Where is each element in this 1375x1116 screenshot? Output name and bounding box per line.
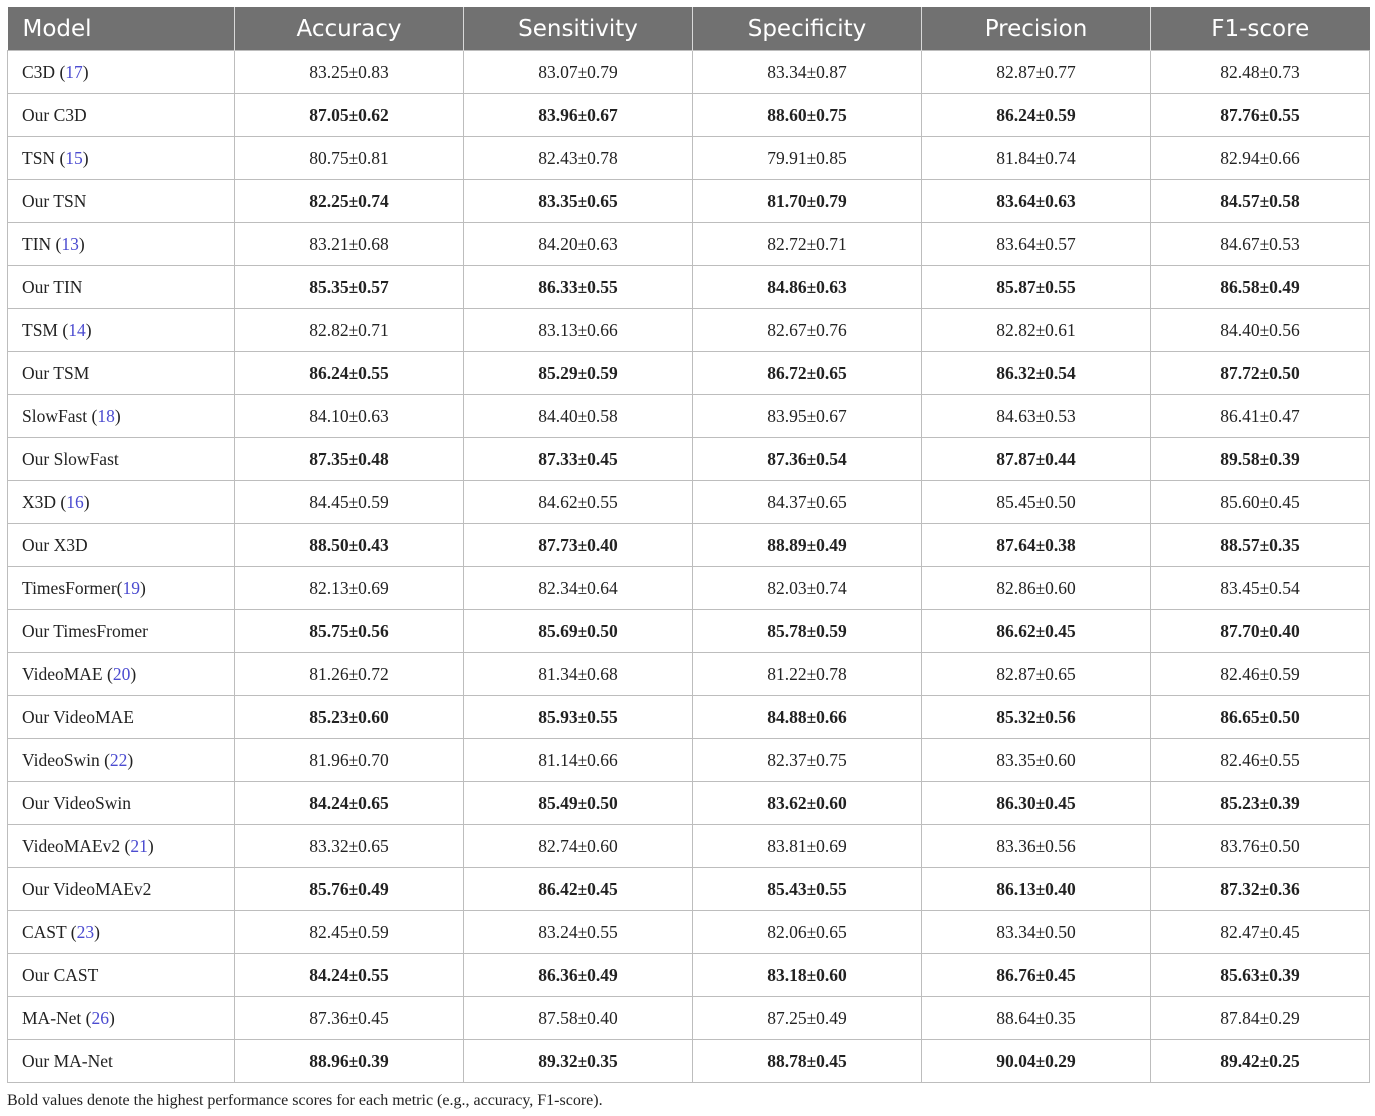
ref-open-paren: ( [116,577,123,598]
header-specificity: Specificity [693,7,922,51]
model-name: TimesFormer [22,577,117,598]
model-name-cell [8,137,235,180]
model-name-cell [8,395,235,438]
citation-link[interactable]: 16 [66,491,84,512]
model-name-cell [8,481,235,524]
f1-score-cell: 87.84±0.29 [1151,997,1370,1040]
f1-score-cell: 86.41±0.47 [1151,395,1370,438]
accuracy-cell: 81.96±0.70 [235,739,464,782]
accuracy-cell: 81.26±0.72 [235,653,464,696]
model-name: Our VideoMAEv2 [22,878,152,899]
model-name: Our TSN [22,190,87,211]
model-name: TIN [22,233,52,254]
sensitivity-cell: 85.93±0.55 [464,696,693,739]
accuracy-cell: 87.35±0.48 [235,438,464,481]
specificity-cell: 88.89±0.49 [693,524,922,567]
model-name: VideoSwin [22,749,100,770]
sensitivity-cell: 84.62±0.55 [464,481,693,524]
accuracy-cell: 82.82±0.71 [235,309,464,352]
model-name: MA-Net [22,1007,82,1028]
specificity-cell: 84.86±0.63 [693,266,922,309]
specificity-cell: 83.18±0.60 [693,954,922,997]
accuracy-cell: 85.75±0.56 [235,610,464,653]
ref-close-paren: ) [114,405,121,426]
ref-open-paren: ( [120,835,131,856]
table-row [8,223,1370,266]
f1-score-cell: 85.60±0.45 [1151,481,1370,524]
table-row [8,524,1370,567]
precision-cell: 90.04±0.29 [922,1040,1151,1083]
model-name-cell [8,266,235,309]
table-header [8,7,1370,51]
table-row [8,438,1370,481]
specificity-cell: 81.22±0.78 [693,653,922,696]
model-name-cell [8,180,235,223]
sensitivity-cell: 83.35±0.65 [464,180,693,223]
specificity-cell: 83.62±0.60 [693,782,922,825]
table-row [8,610,1370,653]
model-name: SlowFast [22,405,88,426]
specificity-cell: 82.72±0.71 [693,223,922,266]
model-name-cell [8,94,235,137]
ref-open-paren: ( [102,663,113,684]
specificity-cell: 82.03±0.74 [693,567,922,610]
specificity-cell: 88.60±0.75 [693,94,922,137]
ref-close-paren: ) [139,577,146,598]
citation-link[interactable]: 18 [97,405,115,426]
ref-open-paren: ( [56,491,67,512]
model-name-cell [8,309,235,352]
accuracy-cell: 88.96±0.39 [235,1040,464,1083]
accuracy-cell: 84.24±0.65 [235,782,464,825]
accuracy-cell: 88.50±0.43 [235,524,464,567]
accuracy-cell: 82.25±0.74 [235,180,464,223]
model-name-cell [8,954,235,997]
ref-open-paren: ( [99,749,110,770]
accuracy-cell: 80.75±0.81 [235,137,464,180]
precision-cell: 86.76±0.45 [922,954,1151,997]
specificity-cell: 79.91±0.85 [693,137,922,180]
specificity-cell: 86.72±0.65 [693,352,922,395]
ref-close-paren: ) [85,319,92,340]
sensitivity-cell: 89.32±0.35 [464,1040,693,1083]
accuracy-cell: 84.10±0.63 [235,395,464,438]
f1-score-cell: 86.65±0.50 [1151,696,1370,739]
ref-open-paren: ( [51,233,62,254]
f1-score-cell: 87.72±0.50 [1151,352,1370,395]
table-row [8,51,1370,94]
sensitivity-cell: 83.24±0.55 [464,911,693,954]
f1-score-cell: 89.58±0.39 [1151,438,1370,481]
precision-cell: 83.35±0.60 [922,739,1151,782]
specificity-cell: 85.78±0.59 [693,610,922,653]
accuracy-cell: 85.76±0.49 [235,868,464,911]
model-name: Our VideoSwin [22,792,131,813]
precision-cell: 82.87±0.77 [922,51,1151,94]
ref-close-paren: ) [130,663,137,684]
table-row [8,309,1370,352]
sensitivity-cell: 86.42±0.45 [464,868,693,911]
specificity-cell: 83.34±0.87 [693,51,922,94]
table-row [8,653,1370,696]
accuracy-cell: 82.45±0.59 [235,911,464,954]
sensitivity-cell: 85.29±0.59 [464,352,693,395]
header-sensitivity: Sensitivity [464,7,693,51]
model-name: Our VideoMAE [22,706,134,727]
model-name-cell [8,524,235,567]
model-name-cell [8,438,235,481]
citation-link[interactable]: 22 [109,749,128,770]
f1-score-cell: 82.48±0.73 [1151,51,1370,94]
table-row [8,825,1370,868]
model-name: X3D [22,491,57,512]
sensitivity-cell: 87.73±0.40 [464,524,693,567]
model-name: VideoMAE [22,663,103,684]
ref-close-paren: ) [83,491,90,512]
precision-cell: 81.84±0.74 [922,137,1151,180]
model-name: Our MA-Net [22,1050,113,1071]
precision-cell: 86.13±0.40 [922,868,1151,911]
model-name-cell [8,868,235,911]
sensitivity-cell: 84.20±0.63 [464,223,693,266]
precision-cell: 86.62±0.45 [922,610,1151,653]
table-row [8,180,1370,223]
accuracy-cell: 85.35±0.57 [235,266,464,309]
sensitivity-cell: 83.96±0.67 [464,94,693,137]
precision-cell: 86.30±0.45 [922,782,1151,825]
accuracy-cell: 85.23±0.60 [235,696,464,739]
specificity-cell: 81.70±0.79 [693,180,922,223]
model-name-cell [8,997,235,1040]
model-name: CAST [22,921,67,942]
model-name-cell [8,610,235,653]
specificity-cell: 87.36±0.54 [693,438,922,481]
ref-open-paren: ( [66,921,77,942]
table-row [8,997,1370,1040]
precision-cell: 86.32±0.54 [922,352,1151,395]
citation-link[interactable]: 23 [76,921,95,942]
header-f1-score: F1-score [1151,7,1370,51]
results-table-container [7,7,1369,1083]
specificity-cell: 87.25±0.49 [693,997,922,1040]
model-name: C3D [22,61,56,82]
model-name-cell [8,567,235,610]
ref-close-paren: ) [94,921,100,942]
f1-score-cell: 82.46±0.55 [1151,739,1370,782]
citation-link[interactable]: 26 [91,1007,109,1028]
model-name-cell [8,223,235,266]
header-model: Model [8,7,235,51]
f1-score-cell: 88.57±0.35 [1151,524,1370,567]
f1-score-cell: 87.32±0.36 [1151,868,1370,911]
sensitivity-cell: 87.58±0.40 [464,997,693,1040]
f1-score-cell: 85.23±0.39 [1151,782,1370,825]
f1-score-cell: 89.42±0.25 [1151,1040,1370,1083]
sensitivity-cell: 86.33±0.55 [464,266,693,309]
f1-score-cell: 83.45±0.54 [1151,567,1370,610]
model-name-cell [8,825,235,868]
sensitivity-cell: 82.34±0.64 [464,567,693,610]
accuracy-cell: 87.05±0.62 [235,94,464,137]
precision-cell: 84.63±0.53 [922,395,1151,438]
model-name: Our CAST [22,964,99,985]
specificity-cell: 83.95±0.67 [693,395,922,438]
ref-open-paren: ( [87,405,98,426]
precision-cell: 82.82±0.61 [922,309,1151,352]
accuracy-cell: 86.24±0.55 [235,352,464,395]
ref-close-paren: ) [109,1007,115,1028]
header-precision: Precision [922,7,1151,51]
table-footnote: Bold values denote the highest performance scores for each metric (e.g., accuracy, F1-score). [7,1092,603,1109]
f1-score-cell: 86.58±0.49 [1151,266,1370,309]
model-name-cell [8,1040,235,1083]
sensitivity-cell: 84.40±0.58 [464,395,693,438]
ref-open-paren: ( [55,61,66,82]
precision-cell: 83.64±0.63 [922,180,1151,223]
precision-cell: 82.86±0.60 [922,567,1151,610]
table-row [8,954,1370,997]
accuracy-cell: 83.25±0.83 [235,51,464,94]
sensitivity-cell: 85.49±0.50 [464,782,693,825]
sensitivity-cell: 82.74±0.60 [464,825,693,868]
ref-open-paren: ( [55,147,66,168]
table-row [8,481,1370,524]
table-row [8,352,1370,395]
ref-close-paren: ) [147,835,154,856]
model-name: Our TIN [22,276,83,297]
sensitivity-cell: 87.33±0.45 [464,438,693,481]
model-name-cell [8,653,235,696]
specificity-cell: 88.78±0.45 [693,1040,922,1083]
model-name: TSM [22,319,58,340]
sensitivity-cell: 81.14±0.66 [464,739,693,782]
accuracy-cell: 87.36±0.45 [235,997,464,1040]
citation-link[interactable]: 21 [130,835,148,856]
citation-link[interactable]: 17 [65,61,83,82]
citation-link[interactable]: 13 [61,233,79,254]
ref-close-paren: ) [82,147,89,168]
f1-score-cell: 87.70±0.40 [1151,610,1370,653]
precision-cell: 85.32±0.56 [922,696,1151,739]
accuracy-cell: 84.45±0.59 [235,481,464,524]
model-name: TSN [22,147,56,168]
model-name: Our TSM [22,362,90,383]
f1-score-cell: 87.76±0.55 [1151,94,1370,137]
specificity-cell: 84.37±0.65 [693,481,922,524]
citation-link[interactable]: 19 [122,577,140,598]
precision-cell: 82.87±0.65 [922,653,1151,696]
sensitivity-cell: 81.34±0.68 [464,653,693,696]
citation-link[interactable]: 20 [112,663,131,684]
precision-cell: 85.45±0.50 [922,481,1151,524]
sensitivity-cell: 83.13±0.66 [464,309,693,352]
f1-score-cell: 84.57±0.58 [1151,180,1370,223]
table-row [8,696,1370,739]
table-row [8,868,1370,911]
precision-cell: 87.64±0.38 [922,524,1151,567]
accuracy-cell: 83.21±0.68 [235,223,464,266]
f1-score-cell: 82.46±0.59 [1151,653,1370,696]
model-name-cell [8,696,235,739]
specificity-cell: 83.81±0.69 [693,825,922,868]
table-row [8,911,1370,954]
table-row [8,567,1370,610]
model-name: Our X3D [22,534,88,555]
accuracy-cell: 83.32±0.65 [235,825,464,868]
ref-open-paren: ( [81,1007,92,1028]
specificity-cell: 85.43±0.55 [693,868,922,911]
sensitivity-cell: 85.69±0.50 [464,610,693,653]
model-name: Our C3D [22,104,87,125]
table-row [8,137,1370,180]
model-name-cell [8,782,235,825]
sensitivity-cell: 82.43±0.78 [464,137,693,180]
ref-close-paren: ) [82,61,89,82]
f1-score-cell: 82.94±0.66 [1151,137,1370,180]
model-name-cell [8,739,235,782]
model-name: Our TimesFromer [22,620,148,641]
results-table [7,7,1370,1083]
f1-score-cell: 84.40±0.56 [1151,309,1370,352]
model-name-cell [8,352,235,395]
table-row [8,782,1370,825]
table-row [8,266,1370,309]
precision-cell: 86.24±0.59 [922,94,1151,137]
citation-link[interactable]: 15 [65,147,83,168]
precision-cell: 83.34±0.50 [922,911,1151,954]
f1-score-cell: 82.47±0.45 [1151,911,1370,954]
header-accuracy: Accuracy [235,7,464,51]
f1-score-cell: 83.76±0.50 [1151,825,1370,868]
table-row [8,94,1370,137]
citation-link[interactable]: 14 [68,319,86,340]
table-body [8,51,1370,1083]
f1-score-cell: 84.67±0.53 [1151,223,1370,266]
ref-open-paren: ( [57,319,69,340]
table-row [8,395,1370,438]
sensitivity-cell: 86.36±0.49 [464,954,693,997]
precision-cell: 87.87±0.44 [922,438,1151,481]
accuracy-cell: 84.24±0.55 [235,954,464,997]
table-row [8,1040,1370,1083]
precision-cell: 83.64±0.57 [922,223,1151,266]
specificity-cell: 84.88±0.66 [693,696,922,739]
specificity-cell: 82.67±0.76 [693,309,922,352]
model-name: VideoMAEv2 [22,835,121,856]
model-name: Our SlowFast [22,448,119,469]
precision-cell: 88.64±0.35 [922,997,1151,1040]
f1-score-cell: 85.63±0.39 [1151,954,1370,997]
ref-close-paren: ) [78,233,85,254]
table-row [8,739,1370,782]
header-row [8,7,1370,51]
precision-cell: 85.87±0.55 [922,266,1151,309]
model-name-cell [8,51,235,94]
accuracy-cell: 82.13±0.69 [235,567,464,610]
precision-cell: 83.36±0.56 [922,825,1151,868]
specificity-cell: 82.37±0.75 [693,739,922,782]
model-name-cell [8,911,235,954]
sensitivity-cell: 83.07±0.79 [464,51,693,94]
ref-close-paren: ) [127,749,134,770]
specificity-cell: 82.06±0.65 [693,911,922,954]
